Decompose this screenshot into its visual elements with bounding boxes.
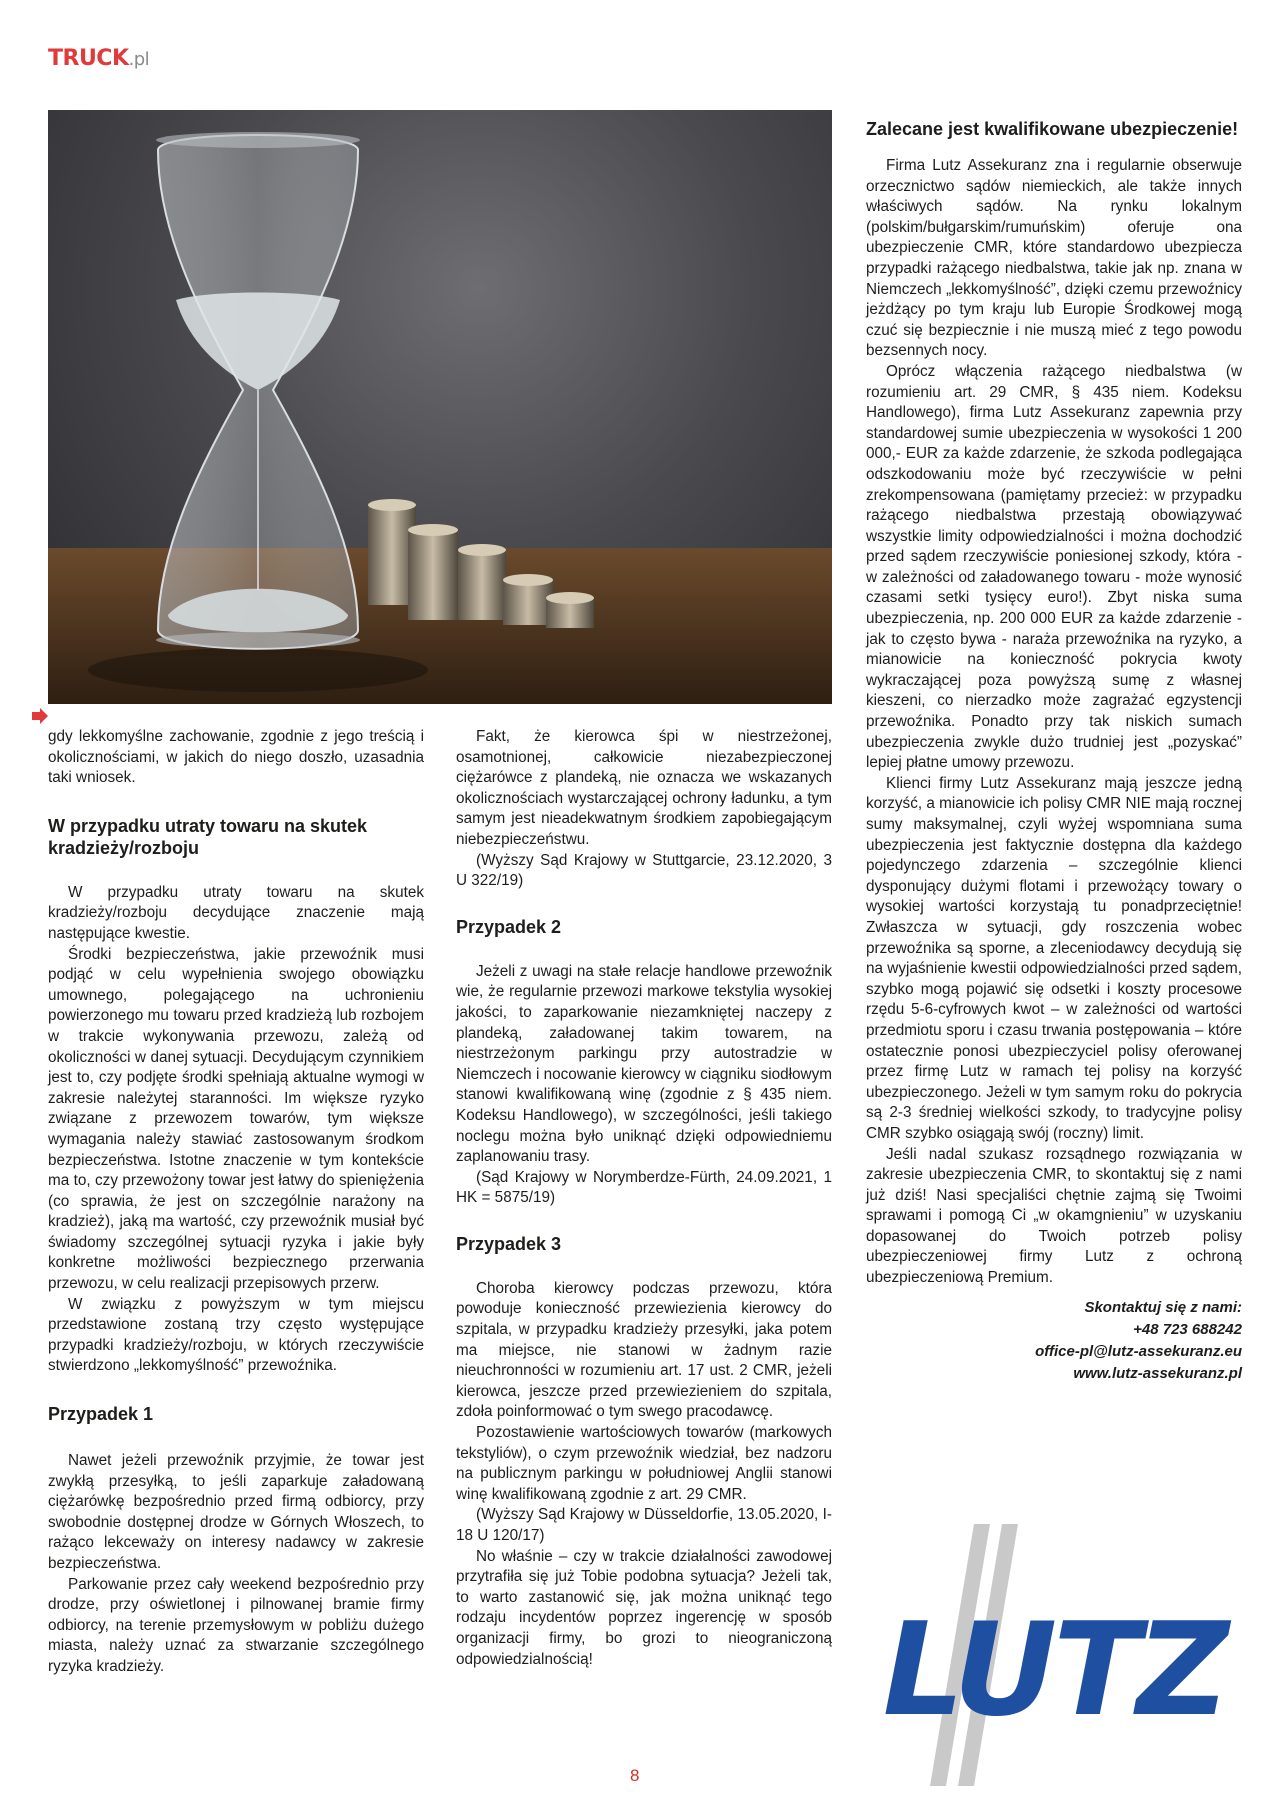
truck-pl-logo[interactable] — [48, 46, 149, 71]
case-1-heading: Przypadek 1 — [48, 1404, 154, 1425]
contact-website[interactable]: www.lutz-assekuranz.pl — [1073, 1364, 1242, 1382]
hourglass-coins-photo — [48, 110, 832, 704]
contact-block — [866, 1297, 1242, 1385]
paragraph: Fakt, że kierowca śpi w niestrzeżonej, osamotnionej, całkowicie niezabezpieczonej ciężarówce z plandeką, nie oznacza we wskazanych okolicznościach wystarczającej ochrony ładunku, a tym samym jest nieadekwatnym środkiem zapobiegającym niebezpieczeństwu. — [456, 728, 832, 848]
contact-phone[interactable]: +48 723 688242 — [1133, 1320, 1242, 1338]
column-3 — [866, 118, 1242, 1385]
paragraph: Parkowanie przez cały weekend bezpośrednio przy drodze, przy oświetlonej i pilnowanej bramie firmy odbiorcy, na terenie przemysłowym w pobliżu dużego miasta, należy uznać za stwarzanie szczególnego ryzyka kradzieży. — [48, 1575, 424, 1675]
paragraph: No właśnie – czy w trakcie działalności zawodowej przytrafiła się już Tobie podobna sytuacja? Jeżeli tak, to warto zastanowić się, jak można uniknąć tego rodzaju incydentów poprzez ingerencję w sposób organizacji firmy, bo grozi to nieograniczoną odpowiedzialnością! — [456, 1547, 832, 1668]
insurance-heading: Zalecane jest kwalifikowane ubezpieczenie! — [866, 119, 1239, 139]
section-heading-theft: W przypadku utraty towaru na skutek kradzieży/rozboju — [48, 815, 368, 858]
paragraph: Oprócz włączenia rażącego niedbalstwa (w rozumieniu art. 29 CMR, § 435 niem. Kodeksu Handlowego), firma Lutz Assekuranz zapewnia przy standardowej sumie ubezpieczenia w wysokości 1 200 000,- EUR za każde zdarzenie, że szkoda podlegająca odszkodowaniu może być rzeczywiście w pełni zrekompensowana (pamiętamy przecież: w przypadku rażącego niedbalstwa przestają obowiązywać wszystkie limity odpowiedzialności i można dochodzić przed sądem rzeczywiście poniesionej szkody, która - w zależności od załadowanego towaru - może wynosić czasami setki tysięcy euro!). Zbyt niska suma ubezpieczenia, np. 200 000 EUR za każde zdarzenie - jak to często bywa - naraża przewoźnika na ryzyko, a mianowicie na konieczność pokrycia kwoty wykraczającej poza powyższą sumę z własnej kieszeni, co nierzadko może zagrażać egzystencji przewoźnika. Ponadto przy tak niskich sumach ubezpieczenia zwykle dużo trudniej jest „pozyskać” lepiej płatne umowy przewozu. — [866, 362, 1242, 772]
case-2-heading: Przypadek 2 — [456, 916, 562, 937]
paragraph: Jeśli nadal szukasz rozsądnego rozwiązania w zakresie ubezpieczenia CMR, to skontaktuj się z nami już dziś! Nasi specjaliści chętnie zajmą się Twoimi sprawami i pomogą Ci „w okamgnieniu” w uzyskaniu dopasowanej do Twoich potrzeb polisy ubezpieczeniowej firmy Lutz z ochroną ubezpieczeniową Premium. — [866, 1145, 1242, 1287]
court-citation: (Wyższy Sąd Krajowy w Stuttgarcie, 23.12.2020, 3 U 322/19) — [456, 851, 832, 890]
logo-main: TRUCK — [48, 46, 129, 71]
paragraph: Nawet jeżeli przewoźnik przyjmie, że towar jest zwykłą przesyłką, to jeśli zaparkuje załadowaną ciężarówkę bezpośrednio przed firmą odbiorcy, przy swobodnie dostępnej drodze w Górnych Włoszech, to rażąco lekceważy on interesy nadawcy w zakresie bezpieczeństwa. — [48, 1452, 424, 1572]
court-citation: (Wyższy Sąd Krajowy w Düsseldorfie, 13.05.2020, I-18 U 120/17) — [456, 1506, 832, 1544]
logo-suffix: .pl — [128, 49, 150, 70]
lutz-logo — [866, 1524, 1242, 1786]
paragraph: Środki bezpieczeństwa, jakie przewoźnik musi podjąć w celu wypełnienia swojego obowiązku umownego, polegającego na uchronieniu powierzonego mu towaru przed kradzieżą lub rozbojem w trakcie wykonywania przewozu, zależą od okoliczności w danej sytuacji. Decydującym czynnikiem jest to, czy podjęte środki spełniają aktualne wymogi w zakresie należytej staranności. Im większe ryzyko związane z przewozem towarów, tym większe wymagania należy stawiać zastosowanym środkom bezpieczeństwa. Istotne znaczenie w tym kontekście ma to, czy przewożony towar jest łatwy do spieniężenia (co sprawia, że jest on szczególnie narażony na kradzież), jaką ma wartość, czy przewoźnik musiał być świadomy szczególnej sytuacji ryzyka i jakie były konkretne możliwości bezpiecznego przerwania przewozu, w celu realizacji przepisowych przerw. — [48, 945, 424, 1293]
contact-label: Skontaktuj się z nami: — [1084, 1298, 1242, 1316]
paragraph: Choroba kierowcy podczas przewozu, która powoduje konieczność przewiezienia kierowcy do szpitala, w przypadku kradzieży przesyłki, jaka potem ma miejsce, nie stanowi w żadnym razie nieuchronności w rozumieniu art. 17 ust. 2 CMR, jeżeli kierowca, jeszcze przed przewiezieniem do szpitala, zdoła poinformować o tym swego pracodawcę. — [456, 1279, 832, 1421]
case-3-heading: Przypadek 3 — [456, 1233, 562, 1254]
intro-paragraph: gdy lekkomyślne zachowanie, zgodnie z jego treścią i okolicznościami, w jakich do niego doszło, uzasadnia taki wniosek. — [48, 728, 424, 787]
paragraph: Pozostawienie wartościowych towarów (markowych tekstyliów), o czym przewoźnik wiedział, bez nadzoru na publicznym parkingu w południowej Anglii stanowi winę kwalifikowaną zgodnie z art. 29 CMR. — [456, 1424, 832, 1503]
lutz-wordmark: LUTZ — [882, 1596, 1226, 1745]
page-number: 8 — [630, 1766, 640, 1785]
paragraph: Klienci firmy Lutz Assekuranz mają jeszcze jedną korzyść, a mianowicie ich polisy CMR NIE mają rocznej sumy maksymalnej, czyli wyżej wspomniana suma ubezpieczenia jest faktycznie dostępna dla każdego pojedynczego zdarzenia – szczególnie klienci dysponujący dużymi flotami i przewożący towary o wysokiej wartości korzystają tu ponadprzeciętnie! Zwłaszcza w sytuacji, gdy roszczenia wobec przewoźnika są sporne, a zleceniodawcy decydują się na wyjaśnienie kwestii odpowiedzialności przed sądem, szybko mogą pojawić się odsetki i koszty procesowe rzędu 5-6-cyfrowych kwot – w zależności od wartości przedmiotu sporu i czasu trwania postępowania – które ostatecznie ponosi ubezpieczyciel polisy oferowanej przez firmę Lutz w ramach tej polisy na korzyść ubezpieczonego. Jeżeli w tym samym roku do pokrycia są 2-3 średniej wielkości szkody, to tradycyjne polisy CMR szybko osiągają swój (roczny) limit. — [866, 774, 1242, 1142]
paragraph: Jeżeli z uwagi na stałe relacje handlowe przewoźnik wie, że regularnie przewozi markowe tekstylia wysokiej jakości, to zaparkowanie niezamkniętej naczepy z plandeką, załadowanej takim towarem, na niestrzeżonym parkingu przy autostradzie w Niemczech i nocowanie kierowcy w ciągniku siodłowym stanowi kwalifikowaną winę (zgodnie z § 435 niem. Kodeksu Handlowego), w szczególności, jeśli takiego noclegu można było uniknąć dzięki odpowiedniemu zaplanowaniu trasy. — [456, 962, 832, 1166]
paragraph: W przypadku utraty towaru na skutek kradzieży/rozboju decydujące znaczenie mają następujące kwestie. — [48, 883, 424, 942]
court-citation: (Sąd Krajowy w Norymberdze-Fürth, 24.09.2021, 1 HK = 5875/19) — [456, 1168, 832, 1207]
continuation-arrow-icon — [32, 708, 48, 724]
paragraph: W związku z powyższym w tym miejscu przedstawione zostaną trzy często występujące przypadki kradzieży/rozboju, w których rzeczywiście stwierdzono „lekkomyślność” przewoźnika. — [48, 1295, 424, 1375]
column-1 — [48, 727, 424, 1678]
paragraph: Firma Lutz Assekuranz zna i regularnie obserwuje orzecznictwo sądów niemieckich, ale także innych właściwych sądów. Na rynku lokalnym (polskim/bułgarskim/rumuńskim) oferuje ona ubezpieczenie CMR, które standardowo ubezpiecza przypadki rażącego niedbalstwa, takie jak np. znana w Niemczech „lekkomyślność”, dzięki czemu przewoźnicy jeżdżący po tym kraju lub Europie Środkowej mogą czuć się bezpiecznie i nie muszą mieć z tego powodu bezsennych nocy. — [866, 157, 1242, 360]
column-2 — [456, 727, 832, 1670]
contact-email[interactable]: office-pl@lutz-assekuranz.eu — [1035, 1342, 1242, 1360]
